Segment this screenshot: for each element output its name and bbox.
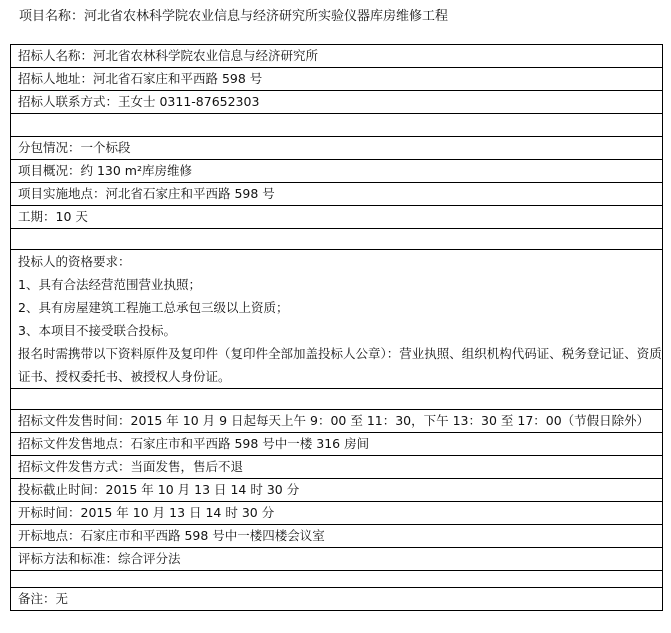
table-row <box>11 206 663 229</box>
table-row <box>11 502 663 525</box>
sale-time-cell: 招标文件发售时间：2015 年 10 月 9 日起每天上午 9：00 至 11：30，下午 13：30 至 17：00（节假日除外） <box>11 410 663 433</box>
remarks-cell: 备注：无 <box>11 588 663 611</box>
table-row <box>11 456 663 479</box>
evaluation-cell: 评标方法和标准：综合评分法 <box>11 548 663 571</box>
lots-cell: 分包情况：一个标段 <box>11 137 663 160</box>
table-row <box>11 479 663 502</box>
blank-cell <box>11 389 663 410</box>
opening-time-cell: 开标时间：2015 年 10 月 13 日 14 时 30 分 <box>11 502 663 525</box>
tenderer-contact-cell: 招标人联系方式：王女士 0311-87652303 <box>11 91 663 114</box>
tenderer-address-cell: 招标人地址：河北省石家庄和平西路 598 号 <box>11 68 663 91</box>
blank-cell <box>11 571 663 588</box>
table-row <box>11 525 663 548</box>
table-row <box>11 588 663 611</box>
opening-place-cell: 开标地点：石家庄市和平西路 598 号中一楼四楼会议室 <box>11 525 663 548</box>
tenderer-name-cell: 招标人名称：河北省农林科学院农业信息与经济研究所 <box>11 45 663 68</box>
qualification-item: 1、具有合法经营范围营业执照； <box>18 277 201 292</box>
location-cell: 项目实施地点：河北省石家庄和平西路 598 号 <box>11 183 663 206</box>
project-title: 项目名称：河北省农林科学院农业信息与经济研究所实验仪器库房维修工程 <box>19 9 449 24</box>
qualification-cell <box>11 250 663 389</box>
blank-cell <box>11 229 663 250</box>
table-row <box>11 433 663 456</box>
blank-row <box>11 571 663 588</box>
registration-requirements: 报名时需携带以下资料原件及复印件（复印件全部加盖投标人公章）：营业执照、组织机构代码证、税务登记证、资质证书、授权委托书、被授权人身份证。 <box>18 346 662 384</box>
deadline-cell: 投标截止时间：2015 年 10 月 13 日 14 时 30 分 <box>11 479 663 502</box>
table-row <box>11 250 663 389</box>
blank-cell <box>11 114 663 137</box>
qualification-heading: 投标人的资格要求： <box>18 254 131 269</box>
table-row <box>11 91 663 114</box>
blank-row <box>11 389 663 410</box>
table-row <box>11 548 663 571</box>
table-row <box>11 68 663 91</box>
table-row <box>11 160 663 183</box>
table-row <box>11 45 663 68</box>
sale-place-cell: 招标文件发售地点：石家庄市和平西路 598 号中一楼 316 房间 <box>11 433 663 456</box>
table-row <box>11 137 663 160</box>
overview-cell: 项目概况：约 130 m²库房维修 <box>11 160 663 183</box>
qualification-item: 3、本项目不接受联合投标。 <box>18 323 176 338</box>
sale-method-cell: 招标文件发售方式：当面发售，售后不退 <box>11 456 663 479</box>
table-row <box>11 183 663 206</box>
table-row <box>11 410 663 433</box>
blank-row <box>11 229 663 250</box>
tender-info-table <box>10 44 663 611</box>
blank-row <box>11 114 663 137</box>
qualification-item: 2、具有房屋建筑工程施工总承包三级以上资质； <box>18 300 289 315</box>
duration-cell: 工期：10 天 <box>11 206 663 229</box>
